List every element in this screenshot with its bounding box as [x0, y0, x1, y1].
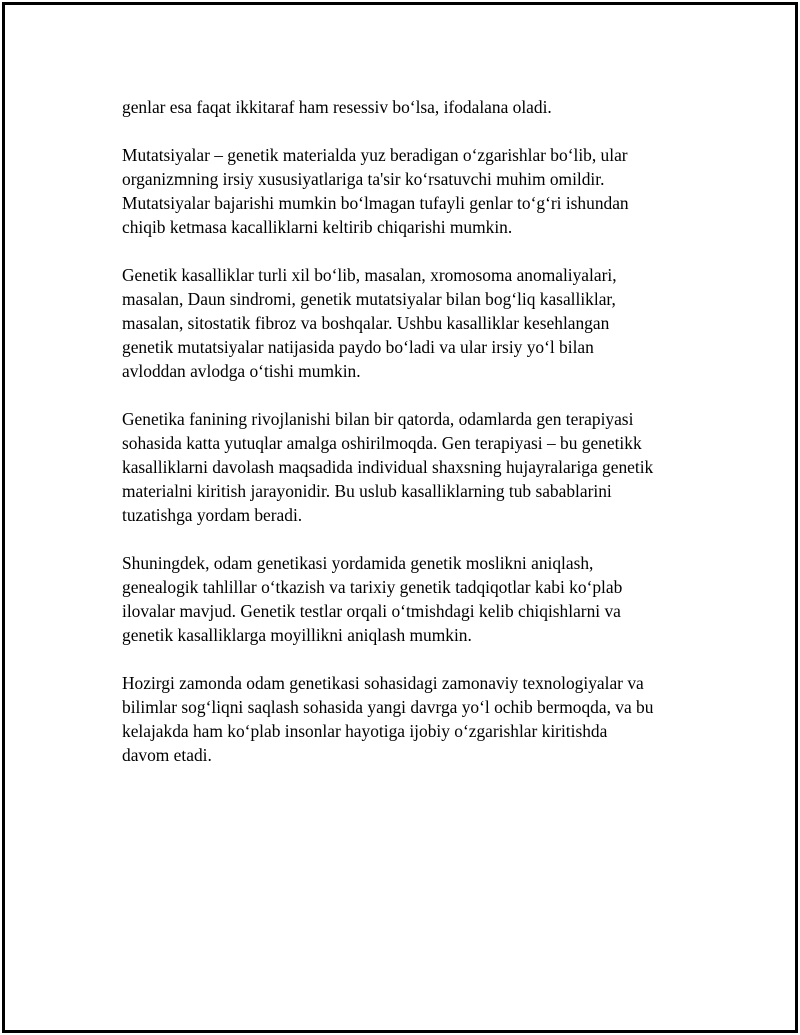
- paragraph: genlar esa faqat ikkitaraf ham resessiv bo‘lsa, ifodalana oladi.: [122, 97, 552, 117]
- document-body: [122, 95, 712, 791]
- paragraph: Genetika fanining rivojlanishi bilan bir qatorda, odamlarda gen terapiyasi sohasida katta yutuqlar amalga oshirilmoqda. Gen terapiyasi – bu genetikk kasalliklarni davolash maqsadida individual shaxsning hujayralariga genetik materialni kiritish jarayonidir. Bu uslub kasalliklarning tub sabablarini tuzatishga yordam beradi.: [122, 409, 654, 525]
- paragraph: Mutatsiyalar – genetik materialda yuz beradigan o‘zgarishlar bo‘lib, ular organizmning irsiy xususiyatlariga ta'sir ko‘rsatuvchi muhim omildir. Mutatsiyalar bajarishi mumkin bo‘lmagan tufayli genlar to‘g‘ri ishundan chiqib ketmasa kacalliklarni keltirib chiqarishi mumkin.: [122, 145, 629, 237]
- paragraph: Genetik kasalliklar turli xil bo‘lib, masalan, xromosoma anomaliyalari, masalan, Daun sindromi, genetik mutatsiyalar bilan bog‘liq kasalliklar, masalan, sitostatik fibroz va boshqalar. Ushbu kasalliklar kesehlangan genetik mutatsiyalar natijasida paydo bo‘ladi va ular irsiy yo‘l bilan avloddan avlodga o‘tishi mumkin.: [122, 265, 617, 381]
- document-page: [2, 2, 798, 1033]
- paragraph: Hozirgi zamonda odam genetikasi sohasidagi zamonaviy texnologiyalar va bilimlar sog‘liqni saqlash sohasida yangi davrga yo‘l ochib bermoqda, va bu kelajakda ham ko‘plab insonlar hayotiga ijobiy o‘zgarishlar kiritishda davom etadi.: [122, 673, 654, 765]
- paragraph: Shuningdek, odam genetikasi yordamida genetik moslikni aniqlash, genealogik tahlillar o‘tkazish va tarixiy genetik tadqiqotlar kabi ko‘plab ilovalar mavjud. Genetik testlar orqali o‘tmishdagi kelib chiqishlarni va genetik kasalliklarga moyillikni aniqlash mumkin.: [122, 553, 623, 645]
